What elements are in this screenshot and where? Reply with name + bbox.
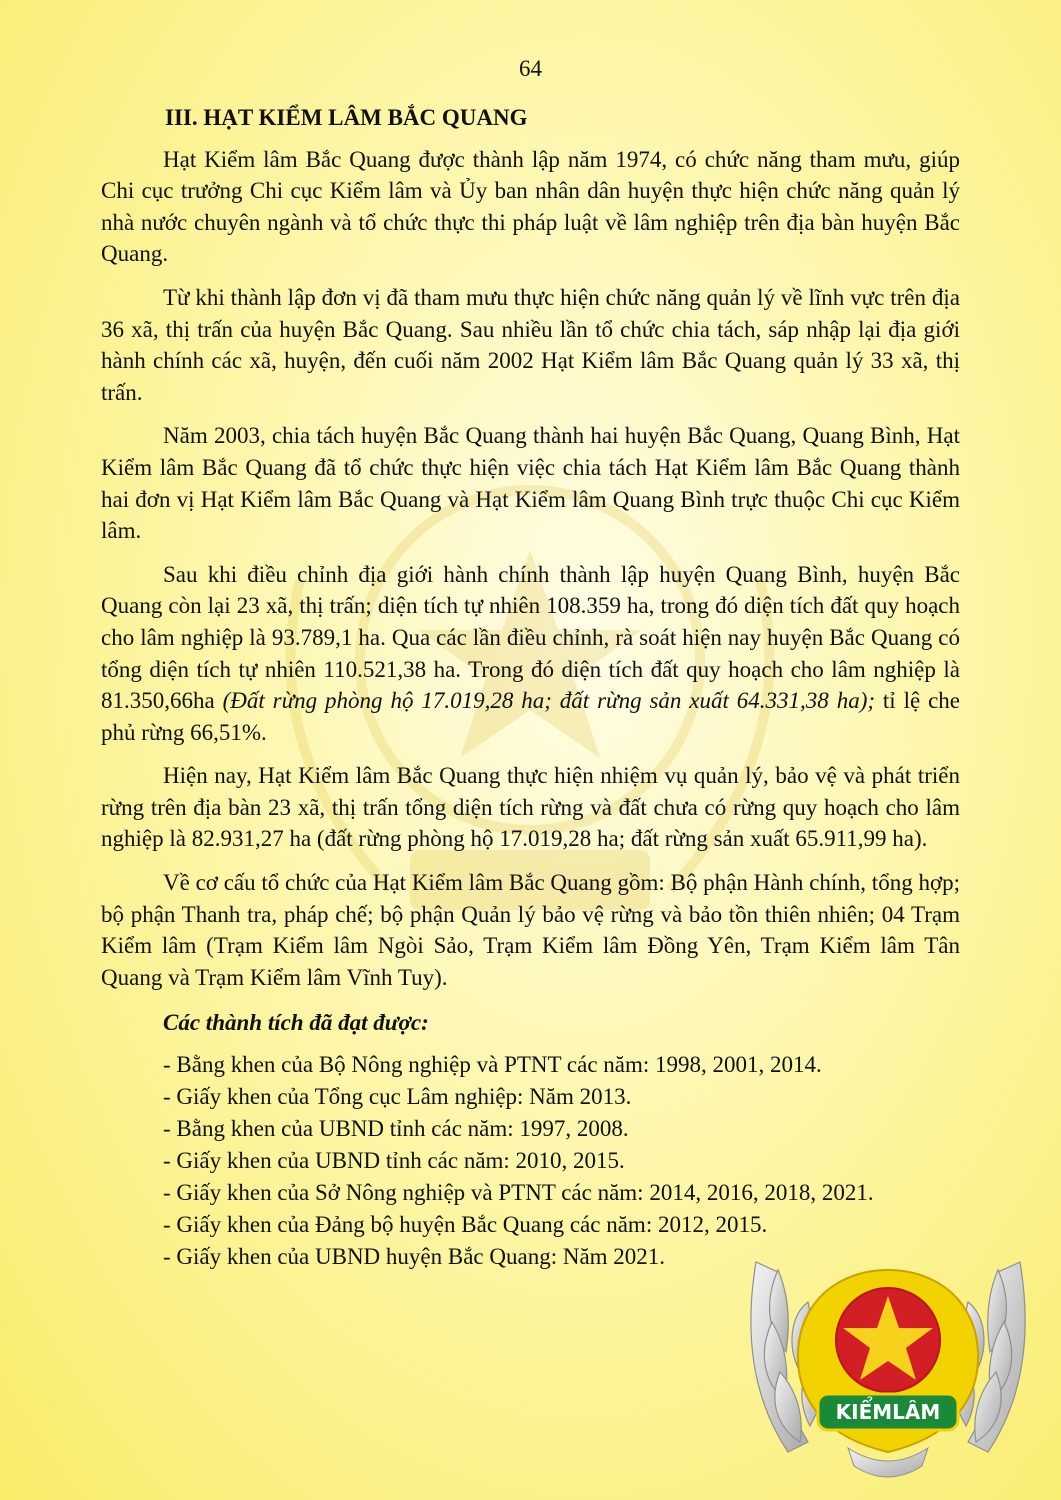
- paragraph-6: Về cơ cấu tổ chức của Hạt Kiểm lâm Bắc Quang gồm: Bộ phận Hành chính, tổng hợp; bộ phận Thanh tra, pháp chế; bộ phận Quản lý bảo vệ rừng và bảo tồn thiên nhiên; 04 Trạm Kiểm lâm (Trạm Kiểm lâm Ngòi Sảo, Trạm Kiểm lâm Đồng Yên, Trạm Kiểm lâm Tân Quang và Trạm Kiểm lâm Vĩnh Tuy).: [101, 870, 960, 990]
- list-item: - Giấy khen của Sở Nông nghiệp và PTNT các năm: 2014, 2016, 2018, 2021.: [163, 1180, 874, 1206]
- achievements-title: Các thành tích đã đạt được:: [163, 1010, 429, 1036]
- paragraph-2: Từ khi thành lập đơn vị đã tham mưu thực hiện chức năng quản lý về lĩnh vực trên địa 36 xã, thị trấn của huyện Bắc Quang. Sau nhiều lần tổ chức chia tách, sáp nhập lại địa giới hành chính các xã, huyện, đến cuối năm 2002 Hạt Kiểm lâm Bắc Quang quản lý 33 xã, thị trấn.: [101, 284, 960, 405]
- document-body: [101, 96, 960, 1273]
- list-item: - Bằng khen của UBND tỉnh các năm: 1997, 2008.: [163, 1116, 629, 1142]
- list-item: - Bằng khen của Bộ Nông nghiệp và PTNT các năm: 1998, 2001, 2014.: [163, 1052, 822, 1078]
- section-heading: III. HẠT KIỂM LÂM BẮC QUANG: [165, 105, 528, 130]
- paragraph-4-main: Sau khi điều chỉnh địa giới hành chính thành lập huyện Quang Bình, huyện Bắc Quang còn lại 23 xã, thị trấn; diện tích tự nhiên 108.359 ha, trong đó diện tích đất quy hoạch cho lâm nghiệp là 93.789,1 ha. Qua các lần điều chỉnh, rà soát hiện nay huyện Bắc Quang có tổng diện tích tự nhiên 110.521,38 ha. Trong đó diện tích đất quy hoạch cho lâm nghiệp là 81.350,66ha: [101, 561, 960, 714]
- list-item: - Giấy khen của UBND huyện Bắc Quang: Năm 2021.: [163, 1244, 666, 1270]
- paragraph-4: [101, 559, 960, 749]
- paragraph-1: Hạt Kiểm lâm Bắc Quang được thành lập năm 1974, có chức năng tham mưu, giúp Chi cục trưởng Chi cục Kiểm lâm và Ủy ban nhân dân huyện thực hiện chức năng quản lý nhà nước chuyên ngành và tổ chức thực thi pháp luật về lâm nghiệp trên địa bàn huyện Bắc Quang.: [101, 146, 960, 267]
- list-item: - Giấy khen của UBND tỉnh các năm: 2010, 2015.: [163, 1148, 625, 1174]
- page-number: 64: [519, 56, 542, 81]
- list-item: - Giấy khen của Tổng cục Lâm nghiệp: Năm 2013.: [163, 1084, 632, 1110]
- kiem-lam-emblem-icon: [738, 1242, 1038, 1488]
- list-item: - Giấy khen của Đảng bộ huyện Bắc Quang các năm: 2012, 2015.: [163, 1212, 768, 1238]
- paragraph-3: Năm 2003, chia tách huyện Bắc Quang thành hai huyện Bắc Quang, Quang Bình, Hạt Kiểm lâm Bắc Quang đã tổ chức thực hiện việc chia tách Hạt Kiểm lâm Bắc Quang thành hai đơn vị Hạt Kiểm lâm Bắc Quang và Hạt Kiểm lâm Quang Bình trực thuộc Chi cục Kiểm lâm.: [101, 423, 960, 544]
- emblem-label: KIỂMLÂM: [835, 1400, 941, 1424]
- paragraph-4-italic: (Đất rừng phòng hộ 17.019,28 ha; đất rừng sản xuất 64.331,38 ha);: [222, 688, 876, 714]
- paragraph-5: Hiện nay, Hạt Kiểm lâm Bắc Quang thực hiện nhiệm vụ quản lý, bảo vệ và phát triển rừng trên địa bàn 23 xã, thị trấn tổng diện tích rừng và đất chưa có rừng quy hoạch cho lâm nghiệp là 82.931,27 ha (đất rừng phòng hộ 17.019,28 ha; đất rừng sản xuất 65.911,99 ha).: [101, 763, 960, 852]
- achievements-list: [163, 1049, 960, 1273]
- paragraph-4-end: tỉ lệ che phủ rừng 66,51%.: [101, 688, 960, 745]
